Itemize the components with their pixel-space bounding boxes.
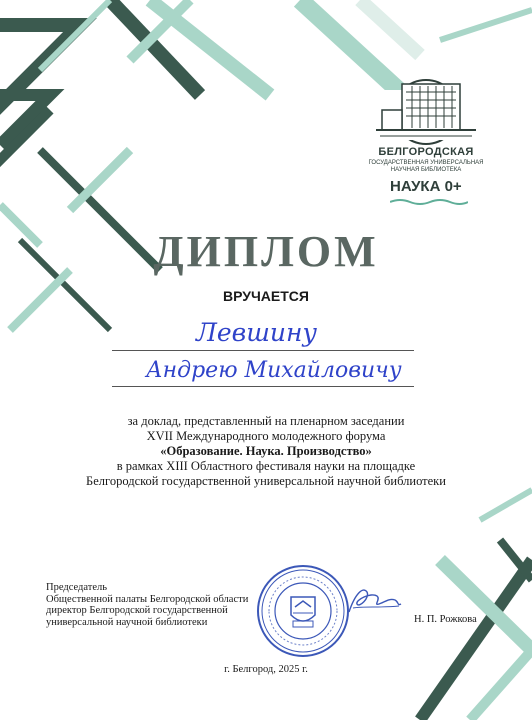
role-line-3: директор Белгородской государственной xyxy=(46,605,228,616)
recipient-name: Андрею Михайловичу xyxy=(146,358,402,383)
recipient-rule-1 xyxy=(112,350,414,351)
body-line-2: XVII Международного молодежного форума xyxy=(146,429,386,443)
body-line-3: «Образование. Наука. Производство» xyxy=(160,444,372,458)
recipient-rule-2 xyxy=(112,386,414,387)
role-line-4: универсальной научной библиотеки xyxy=(46,616,208,628)
logo-brand: НАУКА 0+ xyxy=(390,178,462,195)
recipient-surname: Левшину xyxy=(196,318,317,347)
body-line-1: за доклад, представленный на пленарном заседании xyxy=(127,414,405,428)
signatory-role xyxy=(46,582,248,628)
body-line-5: Белгородской государственной универсальной научной библиотеки xyxy=(86,474,446,488)
role-line-1: Председатель xyxy=(46,582,108,593)
handwritten-signature-icon xyxy=(345,582,403,618)
body-line-4: в рамках XIII Областного фестиваля науки на площадке xyxy=(116,459,416,473)
diploma-subtitle: ВРУЧАЕТСЯ xyxy=(223,288,309,304)
round-seal-stamp-icon xyxy=(255,563,351,659)
library-logo xyxy=(362,66,490,206)
role-line-2: Общественной палаты Белгородской области xyxy=(46,593,249,605)
library-building-icon xyxy=(362,66,490,146)
signer-name: Н. П. Рожкова xyxy=(414,614,477,625)
logo-line-3: НАУЧНАЯ БИБЛИОТЕКА xyxy=(390,167,462,173)
place-and-date: г. Белгород, 2025 г. xyxy=(224,664,308,675)
logo-line-1: БЕЛГОРОДСКАЯ xyxy=(378,146,474,158)
wave-icon xyxy=(390,198,468,206)
diploma-title: ДИПЛОМ xyxy=(153,227,379,276)
logo-line-2: ГОСУДАРСТВЕННАЯ УНИВЕРСАЛЬНАЯ xyxy=(368,160,484,166)
diploma-body xyxy=(60,414,472,489)
